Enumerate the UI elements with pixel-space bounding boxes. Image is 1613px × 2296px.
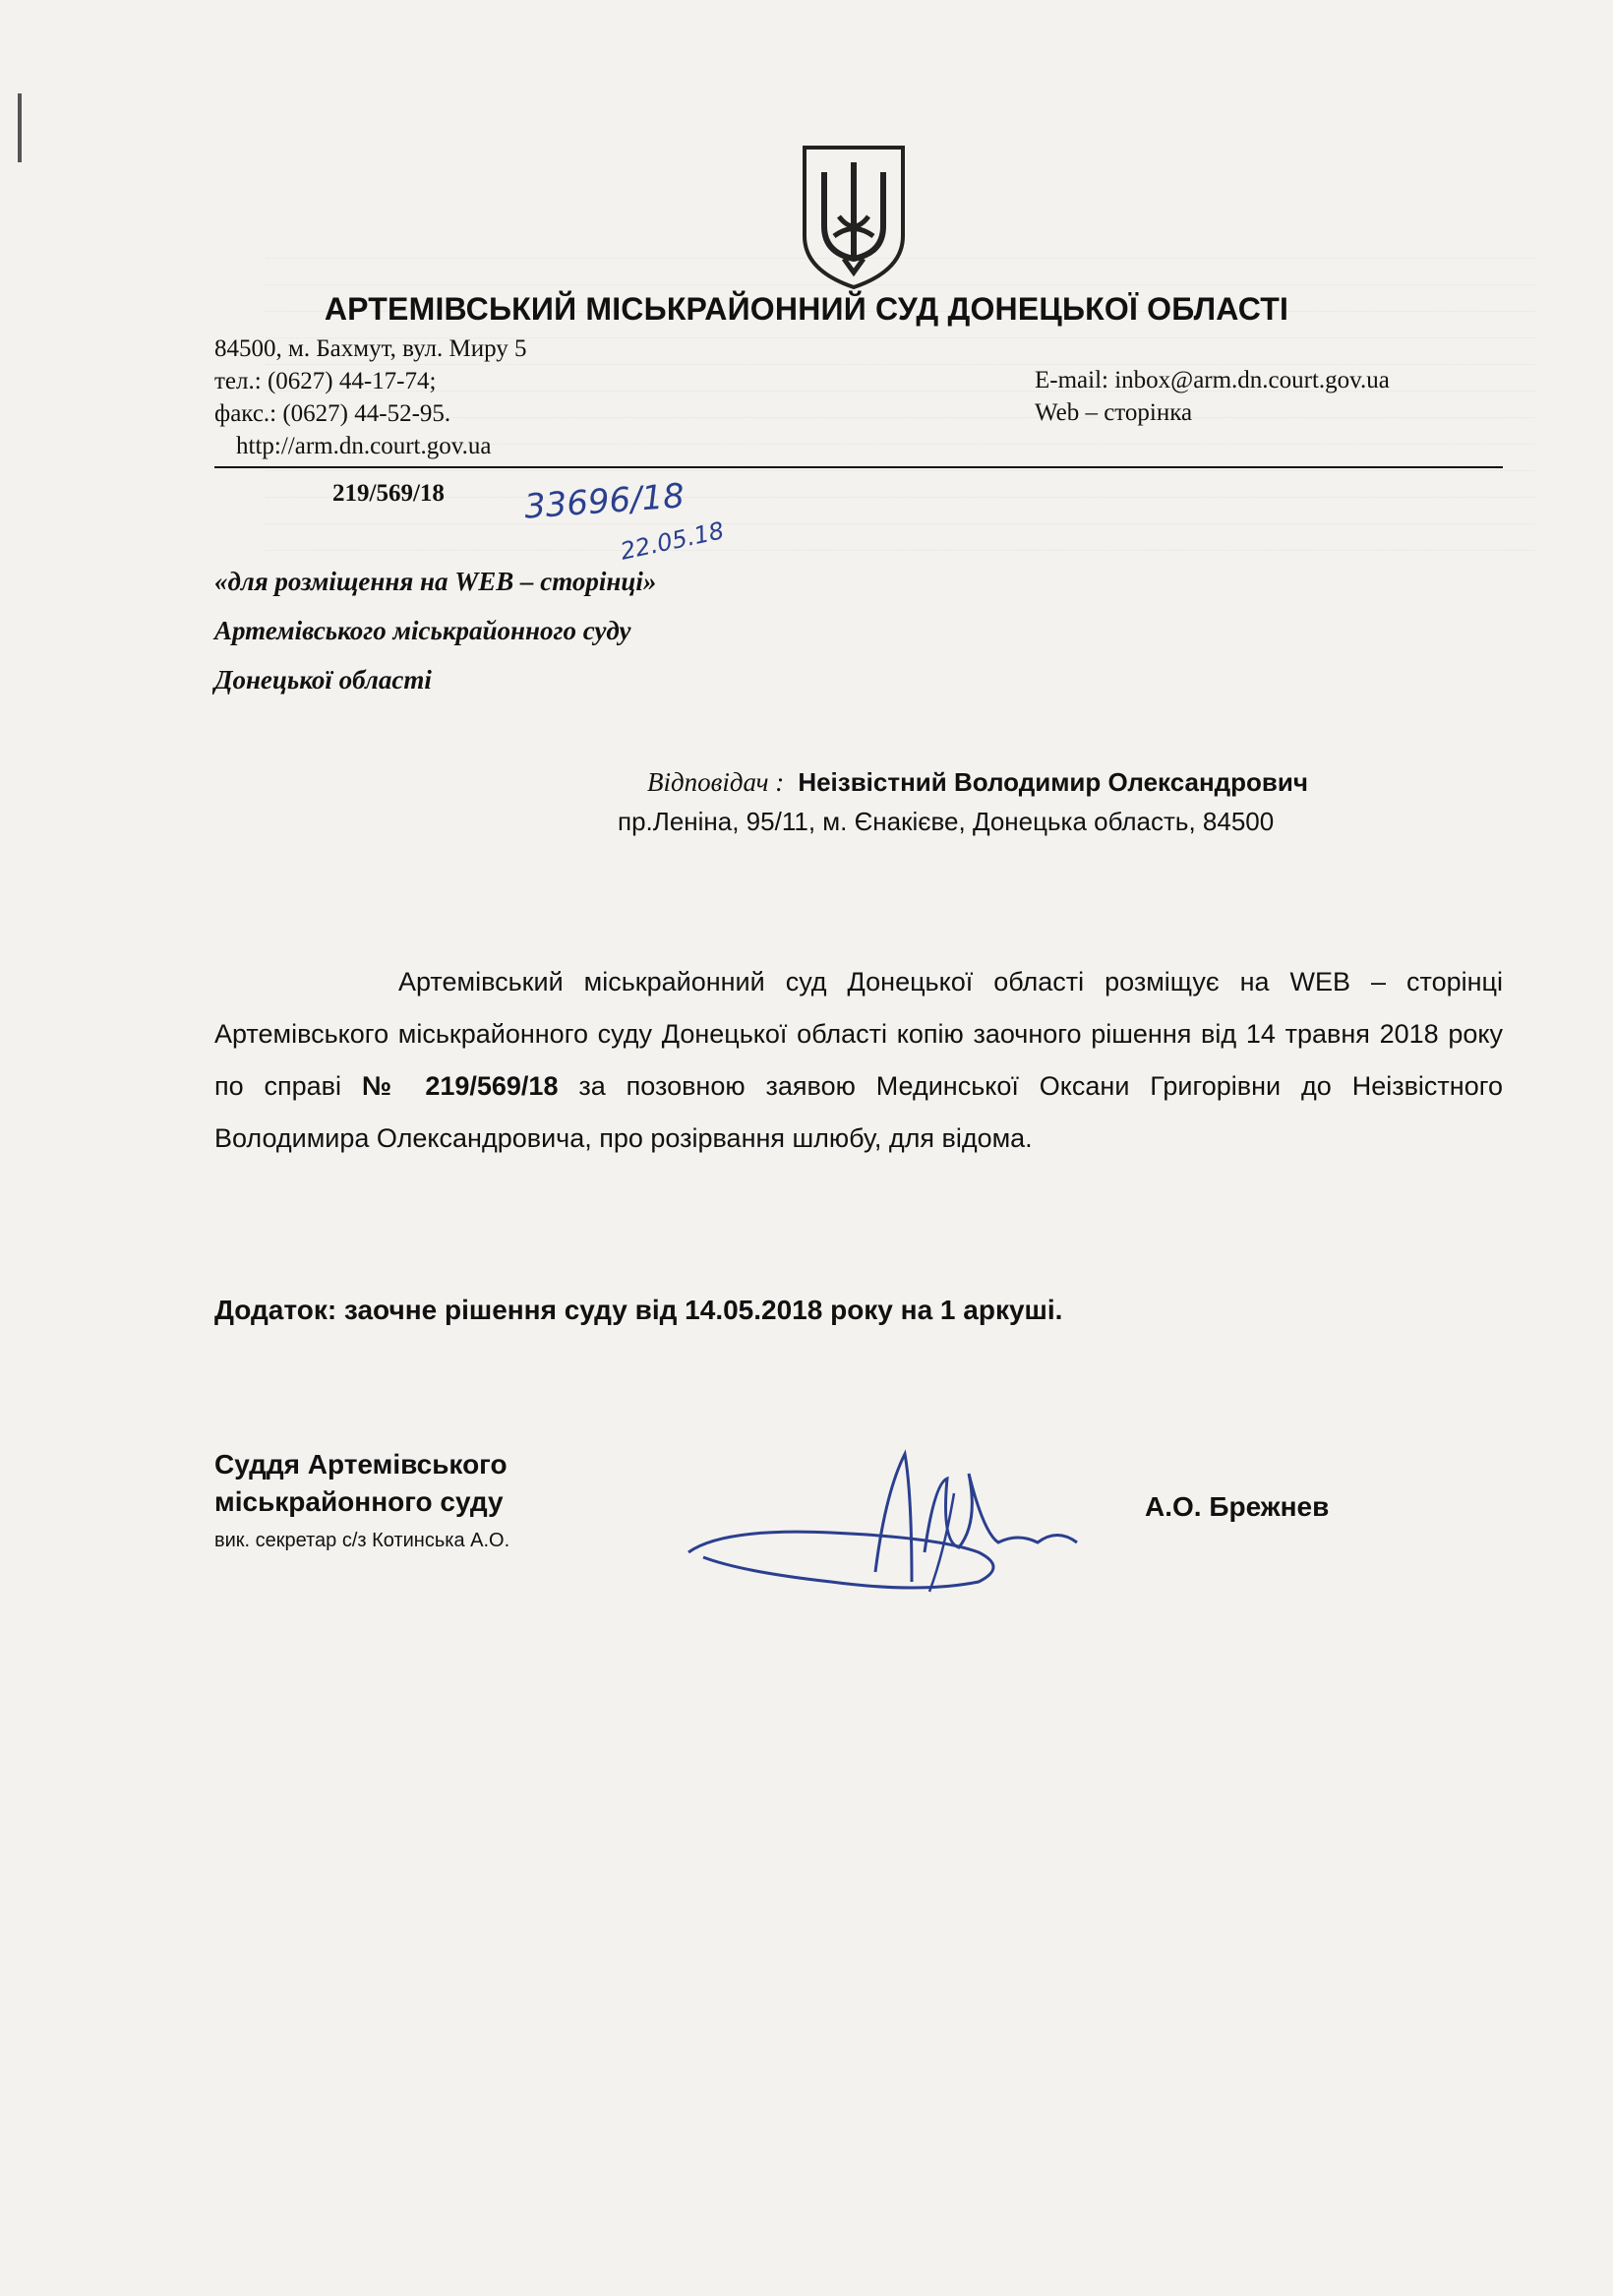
placement-line: Артемівського міськрайонного суду <box>214 616 631 645</box>
placement-line: Донецької області <box>214 665 432 695</box>
handwritten-signature <box>684 1434 1106 1606</box>
case-reference: № 219/569/18 <box>361 1071 559 1101</box>
placement-line: «для розміщення на WEB – сторінці» <box>214 567 657 596</box>
header-divider <box>214 466 1503 468</box>
judge-title-line: Суддя Артемівського <box>214 1449 508 1480</box>
court-fax: факс.: (0627) 44-52-95. <box>214 400 451 427</box>
trident-emblem-icon <box>795 143 913 290</box>
secretary-note: вик. секретар с/з Котинська А.О. <box>214 1530 510 1551</box>
respondent-name: Неізвістний Володимир Олександрович <box>798 767 1308 797</box>
court-address: 84500, м. Бахмут, вул. Миру 5 <box>214 335 527 362</box>
judge-title-line: міськрайонного суду <box>214 1486 504 1517</box>
body-text-end: за позовною заявою Мединської Оксани Григорівни до Неізвістного Володимира Олександровича, про розірвання шлюбу, для відома. <box>214 1071 1503 1153</box>
court-phone: тел.: (0627) 44-17-74; <box>214 368 437 394</box>
scan-edge-mark <box>18 93 22 162</box>
handwritten-date: 22.05.18 <box>618 516 727 566</box>
respondent-label: Відповідач : <box>647 767 785 797</box>
judge-title <box>214 1446 508 1521</box>
court-web-label: Web – сторінка <box>1035 399 1193 426</box>
attachment-note: Додаток: заочне рішення суду від 14.05.2018 року на 1 аркуші. <box>214 1295 1063 1325</box>
handwritten-registration-number: 33696/18 <box>522 476 687 527</box>
court-online-contacts <box>1035 364 1390 429</box>
placement-note <box>214 557 656 704</box>
body-paragraph <box>214 956 1503 1165</box>
judge-name: А.О. Брежнев <box>1145 1491 1330 1522</box>
case-number: 219/569/18 <box>332 480 445 507</box>
court-contacts <box>214 332 527 462</box>
respondent <box>647 765 1308 799</box>
body-text-start: Артемівський міськрайонний суд Донецької області розміщує на WEB – сторінці Артемівського міськрайонного суду Донецької області копію заочного рішення від 14 травня 2018 року по справі <box>214 967 1503 1101</box>
court-title: АРТЕМІВСЬКИЙ МІСЬКРАЙОННИЙ СУД ДОНЕЦЬКОЇ ОБЛАСТІ <box>324 291 1289 327</box>
court-website: http://arm.dn.court.gov.ua <box>236 433 492 459</box>
respondent-address: пр.Леніна, 95/11, м. Єнакієве, Донецька область, 84500 <box>618 807 1275 836</box>
court-email: E-mail: inbox@arm.dn.court.gov.ua <box>1035 367 1390 393</box>
